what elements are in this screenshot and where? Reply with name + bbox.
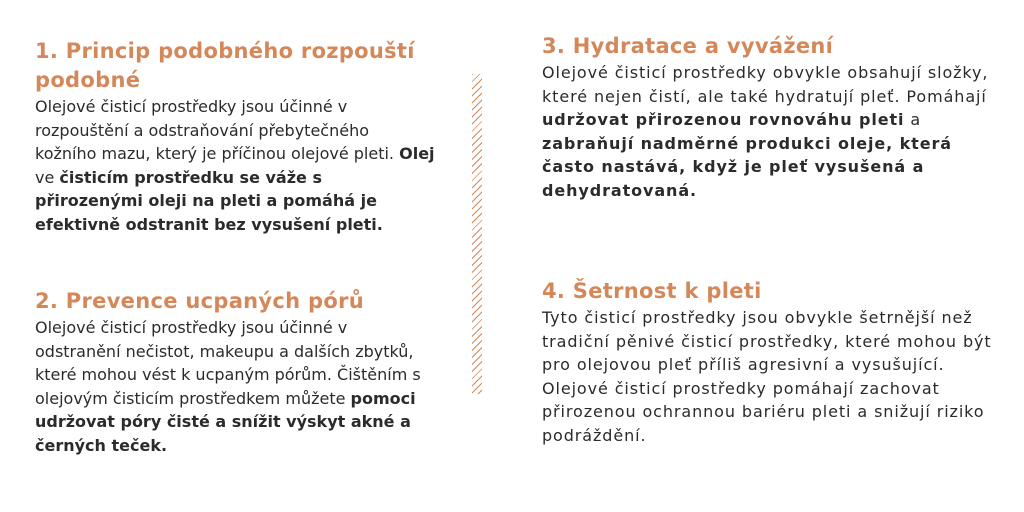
section-gentleness: [542, 277, 992, 447]
body-text-bold: Olej: [399, 144, 435, 163]
body-text-bold: čisticím prostředku se váže s přirozenými oleji na pleti a pomáhá je efektivně odstranit bez vysušení pleti.: [35, 167, 383, 234]
section-title: 1. Princip podobného rozpouští podobné: [35, 39, 415, 92]
body-text-bold: udržovat přirozenou rovnováhu pleti: [542, 110, 905, 129]
body-text: Olejové čisticí prostředky jsou účinné v odstranění nečistot, makeupu a dalších zbytků, které mohou vést k ucpaným pórům. Čištěním s olejovým čisticím prostředkem můžete: [35, 318, 421, 408]
body-text-bold: pomoci udržovat póry čisté a snížit výskyt akné a černých teček.: [35, 388, 416, 455]
section-body: [542, 306, 992, 447]
section-body: [35, 316, 435, 457]
section-body: [542, 61, 992, 202]
body-text-bold: zabraňují nadměrné produkci oleje, která často nastává, když je pleť vysušená a dehydratovaná.: [542, 133, 952, 200]
section-principle: [35, 37, 435, 236]
body-text: Olejové čisticí prostředky obvykle obsahují složky, které nejen čistí, ale také hydratují pleť. Pomáhají: [542, 63, 989, 106]
body-text: Olejové čisticí prostředky jsou účinné v rozpouštění a odstraňování přebytečného kožního mazu, který je příčinou olejové pleti.: [35, 97, 400, 163]
hatched-divider: [472, 74, 482, 394]
section-pore-prevention: [35, 287, 435, 457]
section-body: [35, 95, 435, 236]
body-text: ve: [35, 167, 60, 187]
section-title: 2. Prevence ucpaných pórů: [35, 289, 364, 313]
body-text: a: [904, 110, 922, 129]
section-title: 4. Šetrnost k pleti: [542, 279, 762, 303]
section-title: 3. Hydratace a vyvážení: [542, 34, 834, 58]
body-text: Tyto čisticí prostředky jsou obvykle šetrnější než tradiční pěnivé čisticí prostředky, které mohou být pro olejovou pleť příliš agresivní a vysušující. Olejové čisticí prostředky pomáhají zachovat přirozenou ochrannou bariéru pleti a snižují riziko podráždění.: [542, 308, 992, 445]
section-hydration: [542, 32, 992, 202]
